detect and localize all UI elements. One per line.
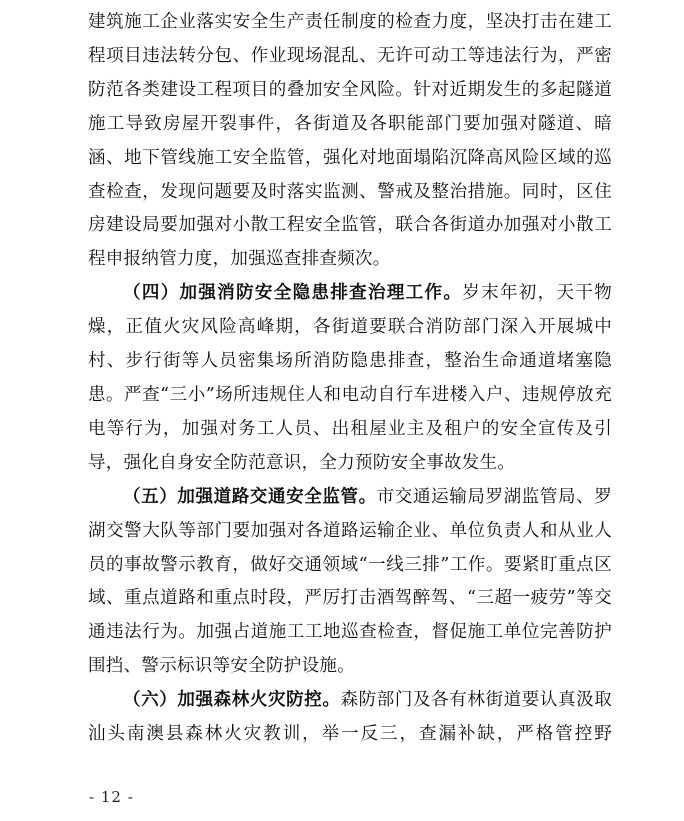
section-heading-forest-fire: （六）加强森林火灾防控。 (123, 690, 341, 711)
paragraph-fire-safety (88, 277, 612, 480)
paragraph-text: 建筑施工企业落实安全生产责任制度的检查力度，坚决打击在建工程项目违法转分包、作业现场混乱、无许可动工等违法行为，严密防范各类建设工程项目的叠加安全风险。针对近期发生的多起隧道施工导致房屋开裂事件，各街道及各职能部门要加强对隧道、暗涵、地下管线施工安全监管，强化对地面塌陷沉降高风险区域的巡查检查，发现问题要及时落实监测、警戒及整治措施。同时，区住房建设局要加强对小散工程安全监管，联合各街道办加强对小散工程申报纳管力度，加强巡查排查频次。 (88, 12, 612, 270)
paragraph-text: 岁末年初，天干物燥，正值火灾风险高峰期，各街道要联合消防部门深入开展城中村、步行街等人员密集场所消防隐患排查，整治生命通道堵塞隐患。严查“三小”场所违规住人和电动自行车进楼入户、违规停放充电等行为，加强对务工人员、出租屋业主及租户的安全宣传及引导，强化自身安全防范意识，全力预防安全事故发生。 (88, 283, 612, 473)
page-number: - 12 - (89, 788, 134, 806)
paragraph-text: 市交通运输局罗湖监管局、罗湖交警大队等部门要加强对各道路运输企业、单位负责人和从业人员的事故警示教育，做好交通领域“一线三排”工作。要紧盯重点区域、重点道路和重点时段，严厉打击酒驾醉驾、“三超一疲劳”等交通违法行为。加强占道施工工地巡查检查，督促施工单位完善防护围挡、警示标识等安全防护设施。 (88, 486, 612, 677)
paragraph-construction-safety (88, 6, 612, 277)
document-body (88, 6, 612, 752)
paragraph-forest-fire (88, 684, 612, 752)
paragraph-road-traffic (88, 481, 612, 684)
paragraph-text: 森防部门及各有林街道要认真汲取汕头南澳县森林火灾教训，举一反三，查漏补缺，严格管控野 (88, 690, 613, 745)
section-heading-fire-safety: （四）加强消防安全隐患排查治理工作。 (123, 283, 463, 304)
section-heading-road-traffic: （五）加强道路交通安全监管。 (123, 486, 377, 507)
